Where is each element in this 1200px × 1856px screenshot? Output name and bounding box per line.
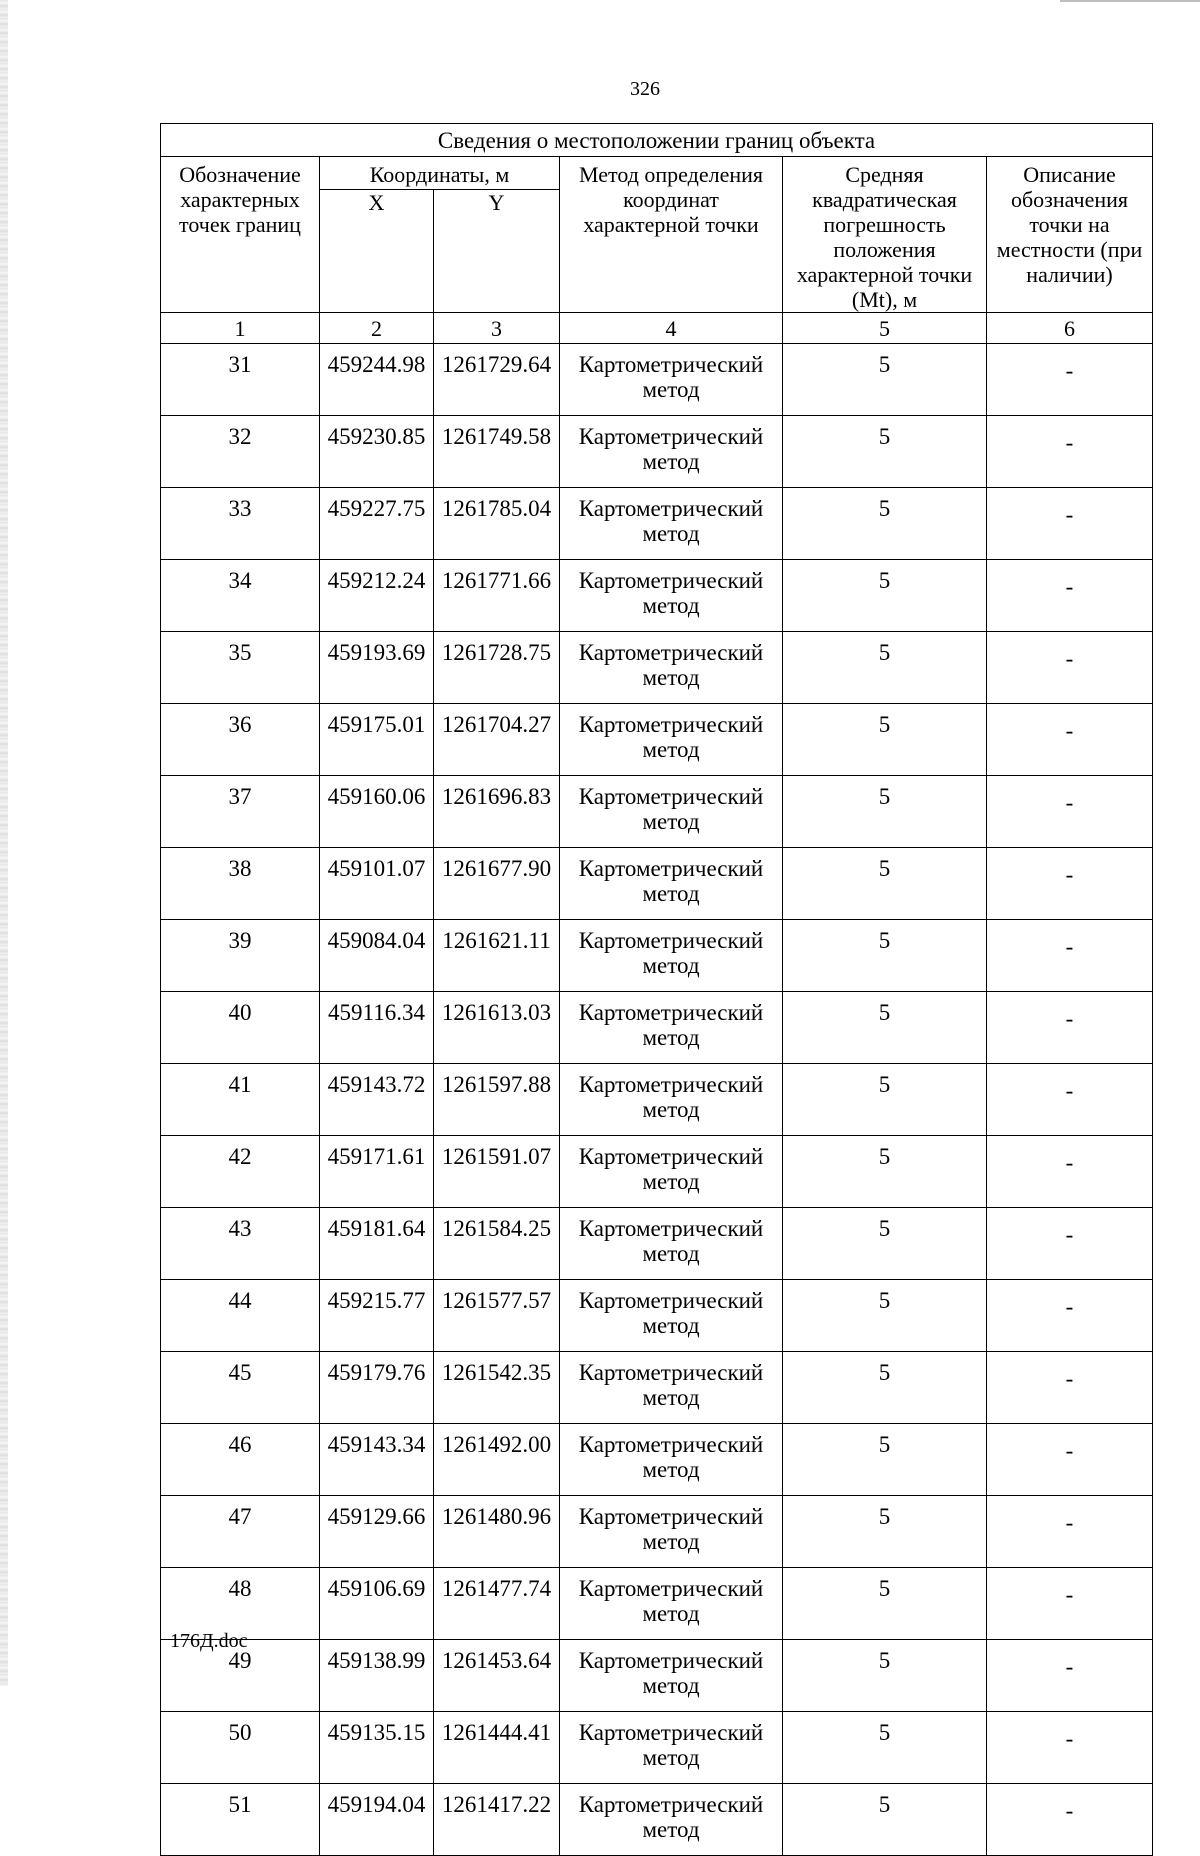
table-caption: Сведения о местоположении границ объекта [161, 124, 1153, 157]
cell-description: - [987, 704, 1153, 776]
table-row [161, 1568, 1153, 1640]
cell-method: Картометрический метод [560, 1424, 783, 1496]
cell-accuracy: 5 [783, 1208, 987, 1280]
cell-accuracy: 5 [783, 344, 987, 416]
cell-description: - [987, 776, 1153, 848]
cell-point: 35 [161, 632, 320, 704]
scan-edge-top [1060, 0, 1200, 2]
header-description: Описание обозначения точки на местности (при наличии) [987, 157, 1153, 313]
cell-accuracy: 5 [783, 704, 987, 776]
cell-description: - [987, 488, 1153, 560]
cell-point: 32 [161, 416, 320, 488]
table-caption-row [161, 124, 1153, 157]
cell-y: 1261785.04 [434, 488, 560, 560]
cell-x: 459230.85 [320, 416, 434, 488]
cell-y: 1261591.07 [434, 1136, 560, 1208]
cell-description: - [987, 1496, 1153, 1568]
cell-y: 1261480.96 [434, 1496, 560, 1568]
cell-accuracy: 5 [783, 1280, 987, 1352]
cell-accuracy: 5 [783, 1136, 987, 1208]
cell-x: 459106.69 [320, 1568, 434, 1640]
cell-point: 33 [161, 488, 320, 560]
cell-description: - [987, 920, 1153, 992]
cell-point: 36 [161, 704, 320, 776]
cell-x: 459227.75 [320, 488, 434, 560]
column-numbers-row [161, 313, 1153, 344]
cell-point: 47 [161, 1496, 320, 1568]
cell-y: 1261729.64 [434, 344, 560, 416]
table-row [161, 1424, 1153, 1496]
table-row [161, 1208, 1153, 1280]
table-row [161, 1784, 1153, 1856]
cell-x: 459138.99 [320, 1640, 434, 1712]
cell-y: 1261621.11 [434, 920, 560, 992]
cell-point: 38 [161, 848, 320, 920]
cell-method: Картометрический метод [560, 704, 783, 776]
cell-x: 459084.04 [320, 920, 434, 992]
cell-x: 459101.07 [320, 848, 434, 920]
cell-description: - [987, 1208, 1153, 1280]
table-row [161, 704, 1153, 776]
cell-point: 40 [161, 992, 320, 1064]
cell-y: 1261749.58 [434, 416, 560, 488]
cell-point: 43 [161, 1208, 320, 1280]
cell-description: - [987, 848, 1153, 920]
cell-x: 459143.34 [320, 1424, 434, 1496]
cell-point: 44 [161, 1280, 320, 1352]
column-number: 2 [320, 313, 434, 344]
page-number: 326 [630, 78, 660, 100]
cell-accuracy: 5 [783, 1496, 987, 1568]
cell-point: 41 [161, 1064, 320, 1136]
cell-point: 50 [161, 1712, 320, 1784]
cell-accuracy: 5 [783, 488, 987, 560]
table-row [161, 1352, 1153, 1424]
cell-description: - [987, 1352, 1153, 1424]
cell-y: 1261542.35 [434, 1352, 560, 1424]
cell-method: Картометрический метод [560, 1136, 783, 1208]
header-method: Метод определения координат характерной точки [560, 157, 783, 313]
table-row [161, 344, 1153, 416]
cell-description: - [987, 1568, 1153, 1640]
cell-x: 459116.34 [320, 992, 434, 1064]
cell-point: 42 [161, 1136, 320, 1208]
cell-accuracy: 5 [783, 1424, 987, 1496]
cell-x: 459143.72 [320, 1064, 434, 1136]
cell-y: 1261444.41 [434, 1712, 560, 1784]
cell-description: - [987, 1280, 1153, 1352]
cell-accuracy: 5 [783, 1712, 987, 1784]
footer-filename: 176Д.doc [170, 1630, 248, 1652]
cell-y: 1261613.03 [434, 992, 560, 1064]
cell-y: 1261696.83 [434, 776, 560, 848]
cell-accuracy: 5 [783, 416, 987, 488]
table-row [161, 1496, 1153, 1568]
cell-accuracy: 5 [783, 776, 987, 848]
header-accuracy: Средняя квадратическая погрешность положения характерной точки (Mt), м [783, 157, 987, 313]
cell-accuracy: 5 [783, 632, 987, 704]
column-number: 6 [987, 313, 1153, 344]
cell-y: 1261453.64 [434, 1640, 560, 1712]
table-row [161, 1712, 1153, 1784]
cell-y: 1261584.25 [434, 1208, 560, 1280]
boundary-points-table [160, 123, 1153, 1856]
cell-x: 459175.01 [320, 704, 434, 776]
cell-y: 1261704.27 [434, 704, 560, 776]
cell-y: 1261597.88 [434, 1064, 560, 1136]
cell-x: 459181.64 [320, 1208, 434, 1280]
cell-point: 49 [161, 1640, 320, 1712]
scan-edge-left [0, 0, 8, 1686]
cell-y: 1261728.75 [434, 632, 560, 704]
table-row [161, 1280, 1153, 1352]
column-number: 1 [161, 313, 320, 344]
cell-method: Картометрический метод [560, 560, 783, 632]
header-point-designation: Обозначение характерных точек границ [161, 157, 320, 313]
cell-x: 459244.98 [320, 344, 434, 416]
cell-point: 39 [161, 920, 320, 992]
cell-y: 1261477.74 [434, 1568, 560, 1640]
cell-method: Картометрический метод [560, 1496, 783, 1568]
cell-x: 459135.15 [320, 1712, 434, 1784]
cell-accuracy: 5 [783, 1784, 987, 1856]
cell-point: 34 [161, 560, 320, 632]
header-y: Y [434, 190, 560, 313]
cell-method: Картометрический метод [560, 344, 783, 416]
cell-accuracy: 5 [783, 1064, 987, 1136]
cell-point: 45 [161, 1352, 320, 1424]
cell-x: 459215.77 [320, 1280, 434, 1352]
cell-accuracy: 5 [783, 848, 987, 920]
cell-description: - [987, 1784, 1153, 1856]
cell-method: Картометрический метод [560, 776, 783, 848]
column-number: 5 [783, 313, 987, 344]
table-row [161, 1640, 1153, 1712]
cell-method: Картометрический метод [560, 1208, 783, 1280]
cell-description: - [987, 344, 1153, 416]
table-row [161, 848, 1153, 920]
cell-x: 459160.06 [320, 776, 434, 848]
cell-point: 37 [161, 776, 320, 848]
cell-point: 48 [161, 1568, 320, 1640]
cell-accuracy: 5 [783, 1352, 987, 1424]
cell-x: 459129.66 [320, 1496, 434, 1568]
cell-description: - [987, 992, 1153, 1064]
cell-method: Картометрический метод [560, 1568, 783, 1640]
header-coordinates: Координаты, м [320, 157, 560, 190]
cell-method: Картометрический метод [560, 1640, 783, 1712]
header-x: X [320, 190, 434, 313]
cell-y: 1261492.00 [434, 1424, 560, 1496]
cell-method: Картометрический метод [560, 488, 783, 560]
table-body [161, 344, 1153, 1856]
table-row [161, 1136, 1153, 1208]
table-row [161, 416, 1153, 488]
table-header-row [161, 157, 1153, 190]
cell-description: - [987, 1640, 1153, 1712]
cell-method: Картометрический метод [560, 1352, 783, 1424]
table-row [161, 776, 1153, 848]
cell-method: Картометрический метод [560, 1712, 783, 1784]
cell-x: 459193.69 [320, 632, 434, 704]
cell-description: - [987, 560, 1153, 632]
cell-accuracy: 5 [783, 992, 987, 1064]
cell-description: - [987, 1424, 1153, 1496]
column-number: 3 [434, 313, 560, 344]
table-row [161, 1064, 1153, 1136]
cell-x: 459171.61 [320, 1136, 434, 1208]
cell-method: Картометрический метод [560, 920, 783, 992]
cell-y: 1261677.90 [434, 848, 560, 920]
cell-accuracy: 5 [783, 920, 987, 992]
table-row [161, 992, 1153, 1064]
cell-y: 1261577.57 [434, 1280, 560, 1352]
cell-method: Картометрический метод [560, 848, 783, 920]
table-row [161, 920, 1153, 992]
cell-method: Картометрический метод [560, 1280, 783, 1352]
cell-x: 459179.76 [320, 1352, 434, 1424]
cell-method: Картометрический метод [560, 416, 783, 488]
cell-method: Картометрический метод [560, 632, 783, 704]
cell-x: 459212.24 [320, 560, 434, 632]
cell-description: - [987, 1136, 1153, 1208]
cell-point: 46 [161, 1424, 320, 1496]
cell-description: - [987, 1064, 1153, 1136]
cell-description: - [987, 632, 1153, 704]
cell-x: 459194.04 [320, 1784, 434, 1856]
cell-description: - [987, 1712, 1153, 1784]
cell-method: Картометрический метод [560, 1064, 783, 1136]
cell-accuracy: 5 [783, 1568, 987, 1640]
cell-method: Картометрический метод [560, 1784, 783, 1856]
cell-y: 1261771.66 [434, 560, 560, 632]
cell-y: 1261417.22 [434, 1784, 560, 1856]
cell-description: - [987, 416, 1153, 488]
cell-accuracy: 5 [783, 560, 987, 632]
table-row [161, 560, 1153, 632]
table-row [161, 632, 1153, 704]
cell-point: 51 [161, 1784, 320, 1856]
table-row [161, 488, 1153, 560]
cell-method: Картометрический метод [560, 992, 783, 1064]
column-number: 4 [560, 313, 783, 344]
cell-accuracy: 5 [783, 1640, 987, 1712]
cell-point: 31 [161, 344, 320, 416]
